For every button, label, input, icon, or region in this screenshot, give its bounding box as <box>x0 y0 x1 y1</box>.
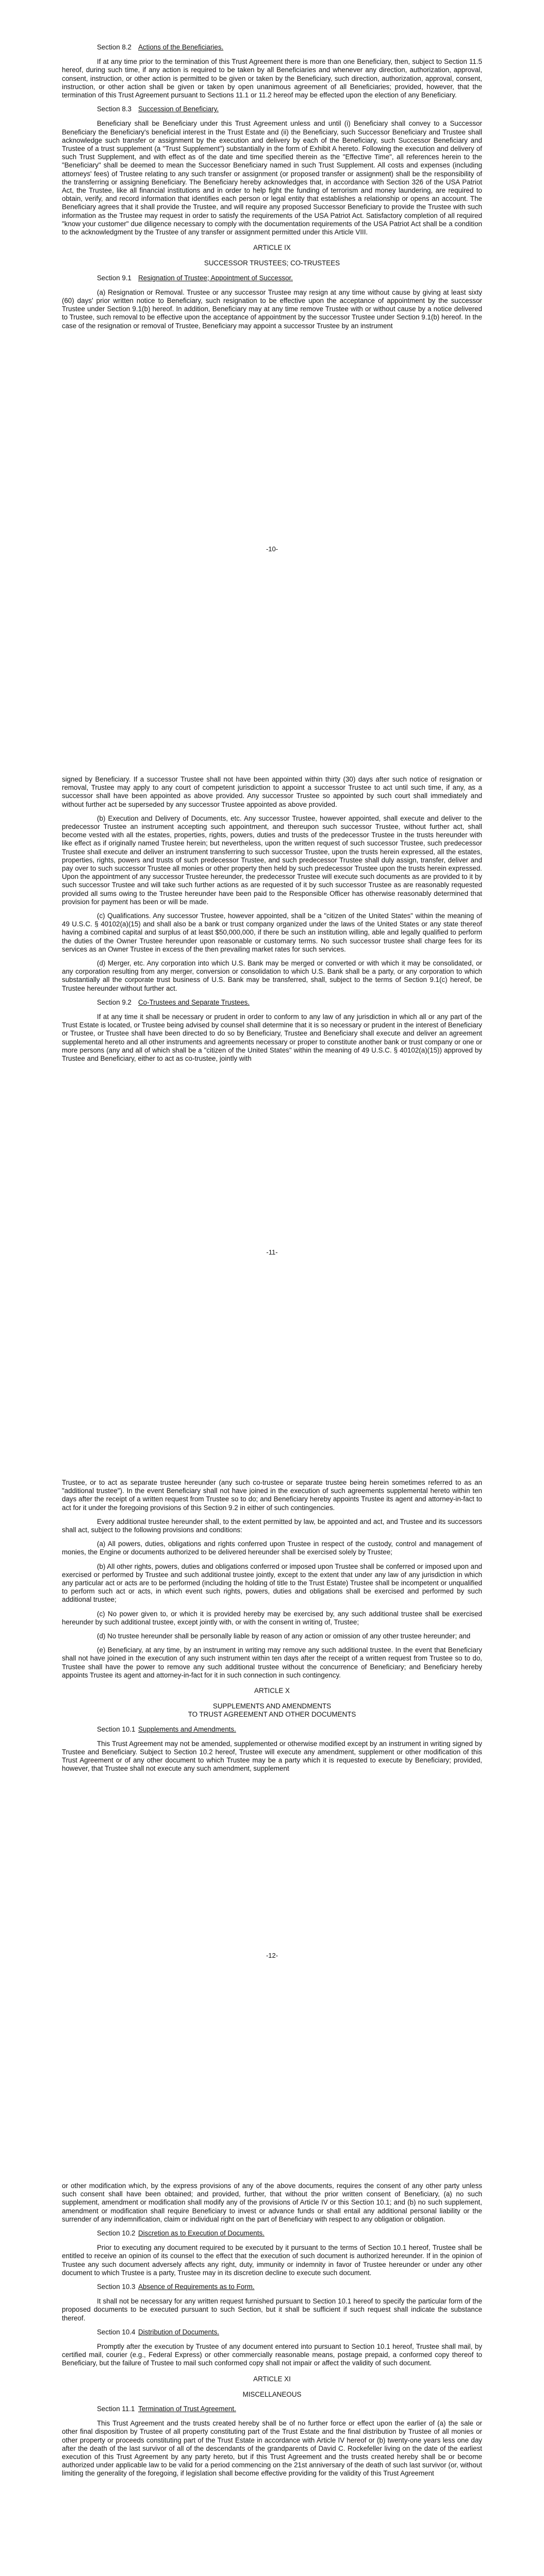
paragraph: Every additional trustee hereunder shall, to the extent permitted by law, be appointed and act, and Trustee and its successors shall act, subject to the following provisions and conditions: <box>62 1517 482 1534</box>
paragraph: Beneficiary shall be Beneficiary under this Trust Agreement unless and until (i) Beneficiary shall convey to a Successor Beneficiary the Beneficiary's beneficial interest in the Trust Estate and (ii) the Beneficiary, such Successor Beneficiary and Trustee shall acknowledge such transfer or assignment by the execution and delivery by each of the Beneficiary, such Successor Beneficiary and Trustee of a trust supplement (a "Trust Supplement") substantially in the form of Exhibit A hereto. Following the execution and delivery of such Trust Supplement, and with effect as of the date and time specified therein as the "Effective Time", all references herein to the "Beneficiary" shall be deemed to mean the Successor Beneficiary named in such Trust Supplement. All costs and expenses (including attorneys' fees) of Trustee relating to any such transfer or assignment (or proposed transfer or assignment) shall be the responsibility of the transferring or assigning Beneficiary. The Beneficiary hereby acknowledges that, in accordance with Section 326 of the USA Patriot Act, the Trustee, like all financial institutions and in order to help fight the funding of terrorism and money laundering, are required to obtain, verify, and record information that identifies each person or legal entity that establishes a relationship or opens an account. The Beneficiary agrees that it shall provide the Trustee, and will require any proposed Successor Beneficiary to provide the Trustee with such information as the Trustee may request in order to satisfy the requirements of the USA Patriot Act. Satisfactory completion of all required "know your customer" due diligence necessary to comply with the documentation requirements of the USA Patriot Act shall be a condition to the acknowledgment by the Trustee of any transfer or assignment permitted under this Article VIII. <box>62 120 482 236</box>
section-heading <box>62 2229 482 2238</box>
section-number: Section 10.2 <box>97 2229 136 2238</box>
section-number: Section 10.3 <box>97 2283 136 2291</box>
paragraph: This Trust Agreement and the trusts created hereby shall be of no further force or effect upon the earlier of (a) the sale or other final disposition by Trustee of all property constituting part of the Trust Estate and the final distribution by Trustee of all monies or other property or proceeds constituting part of the Trust Estate in accordance with Article IV hereof or (b) twenty-one years less one day after the death of the last survivor of all of the descendants of the grandparents of David C. Rockefeller living on the date of the earliest execution of this Trust Agreement by any party hereto, but if this Trust Agreement and the trusts created hereby shall be or become authorized under applicable law to be valid for a period commencing on the 21st anniversary of the death of such last survivor (or, without limiting the generality of the foregoing, if legislation shall become effective providing for the validity of this Trust Agreement <box>62 2419 482 2478</box>
paragraph: (e) Beneficiary, at any time, by an instrument in writing may remove any such additional trustee. In the event that Beneficiary shall not have joined in the execution of any such instrument within ten days after the receipt of a written request from Trustee so to do, Trustee shall have the power to remove any such additional trustee without the concurrence of Beneficiary; and Beneficiary hereby appoints Trustee its agent and attorney-in-fact for it in such connection in such contingency. <box>62 1646 482 1679</box>
paragraph: (c) No power given to, or which it is provided hereby may be exercised by, any such additional trustee shall be exercised hereunder by such additional trustee, except jointly with, or with the consent in writing of, Trustee; <box>62 1609 482 1626</box>
section-number: Section 9.2 <box>97 998 131 1006</box>
section-title: Actions of the Beneficiaries. <box>138 43 224 51</box>
section-title: Distribution of Documents. <box>138 2328 220 2336</box>
paragraph: (a) All powers, duties, obligations and rights conferred upon Trustee in respect of the custody, control and management of monies, the Engine or documents authorized to be delivered hereunder shall be exercised solely by Trustee; <box>62 1540 482 1556</box>
paragraph: (d) Merger, etc. Any corporation into which U.S. Bank may be merged or converted or with which it may be consolidated, or any corporation resulting from any merger, conversion or consolidation to which U.S. Bank shall be a party, or any corporation to which substantially all the corporate trust business of U.S. Bank may be transferred, shall, subject to the terms of Section 9.1(c) hereof, be Trustee hereunder without further act. <box>62 959 482 992</box>
article-title: SUCCESSOR TRUSTEES; CO-TRUSTEES <box>204 259 340 267</box>
paragraph: (b) All other rights, powers, duties and obligations conferred or imposed upon Trustee shall be conferred or imposed upon and exercised or performed by Trustee and such additional trustee jointly, except to the extent that under any law of any jurisdiction in which any particular act or acts are to be performed (including the holding of title to the Trust Estate) Trustee shall be incompetent or unqualified to perform such act or acts, in which event such rights, powers, duties and obligations shall be exercised and performed by such additional trustee; <box>62 1562 482 1604</box>
paragraph: This Trust Agreement may not be amended, supplemented or otherwise modified except by an instrument in writing signed by Trustee and Beneficiary. Subject to Section 10.2 hereof, Trustee will execute any amendment, supplement or other modification of this Trust Agreement or of any other document to which Trustee may be a party which it is requested to execute by Beneficiary; provided, however, that Trustee shall not execute any such amendment, supplement <box>62 1739 482 1773</box>
paragraph: It shall not be necessary for any written request furnished pursuant to Section 10.1 hereof to specify the particular form of the proposed documents to be executed pursuant to such Section, but it shall be sufficient if such request shall indicate the substance thereof. <box>62 2297 482 2322</box>
section-number: Section 11.1 <box>97 2405 135 2413</box>
article-heading: ARTICLE XI <box>253 2375 291 2383</box>
article-title: MISCELLANEOUS <box>242 2390 302 2398</box>
section-heading <box>62 2328 482 2336</box>
section-number: Section 9.1 <box>97 274 131 282</box>
article-title: SUPPLEMENTS AND AMENDMENTS <box>212 1702 332 1710</box>
section-number: Section 8.2 <box>97 43 131 51</box>
section-heading <box>62 1725 482 1734</box>
section-number: Section 10.4 <box>97 2328 136 2336</box>
section-number: Section 8.3 <box>97 105 131 113</box>
paragraph: Prior to executing any document required to be executed by it pursuant to the terms of Section 10.1 hereof, Trustee shall be entitled to receive an opinion of its counsel to the effect that the execution of such document is authorized hereunder. If in the opinion of Trustee any such document adversely affects any right, duty, immunity or indemnity in favor of Trustee hereunder or under any other document to which Trustee is a party, Trustee may in its discretion decline to execute such document. <box>62 2244 482 2277</box>
section-heading <box>62 274 482 282</box>
section-title: Supplements and Amendments. <box>138 1725 236 1733</box>
section-heading <box>62 105 482 113</box>
section-heading <box>62 43 482 52</box>
paragraph: If at any time prior to the termination of this Trust Agreement there is more than one Beneficiary, then, subject to Section 11.5 hereof, during such time, if any action is required to be taken by all Beneficiaries and whenever any direction, authorization, approval, consent, instruction, or other action is permitted to be given or taken by the Beneficiary, such direction, authorization, approval, consent, instruction, or other action shall be given or taken by open unanimous agreement of all Beneficiaries; provided, however, that the termination of this Trust Agreement pursuant to Sections 11.1 or 11.2 hereof may be effected upon the election of any Beneficiary. <box>62 58 482 99</box>
section-title: Co-Trustees and Separate Trustees. <box>138 998 250 1006</box>
section-title: Succession of Beneficiary. <box>138 105 219 113</box>
paragraph: (c) Qualifications. Any successor Trustee, however appointed, shall be a "citizen of the United States" within the meaning of 49 U.S.C. § 40102(a)(15) and shall also be a bank or trust company organized under the laws of the United States or any state thereof having a combined capital and surplus of at least $50,000,000, if there be such an institution willing, able and legally qualified to perform the duties of the Owner Trustee hereunder upon reasonable or customary terms. No such successor trustee shall charge fees for its services as an Owner Trustee in excess of the then prevailing market rates for such services. <box>62 912 482 953</box>
page-number: -10- <box>266 545 278 553</box>
paragraph: If at any time it shall be necessary or prudent in order to conform to any law of any jurisdiction in which all or any part of the Trust Estate is located, or Trustee being advised by counsel shall determine that it is so necessary or prudent in the interest of Beneficiary or Trustee, or Trustee shall have been directed to do so by Beneficiary, Trustee and Beneficiary shall execute and deliver an agreement supplemental hereto and all other instruments and agreements necessary or proper to constitute another bank or trust company or one or more persons (any and all of which shall be a "citizen of the United States" within the meaning of 49 U.S.C. § 40102(a)(15)) approved by Trustee and Beneficiary, either to act as co-trustee, jointly with <box>62 1013 482 1063</box>
article-title: TO TRUST AGREEMENT AND OTHER DOCUMENTS <box>188 1710 356 1719</box>
section-title: Discretion as to Execution of Documents. <box>138 2229 265 2238</box>
document-page <box>0 0 544 703</box>
page-number: -11- <box>266 1248 278 1256</box>
paragraph: (d) No trustee hereunder shall be personally liable by reason of any action or omission of any other trustee hereunder; and <box>97 1632 471 1640</box>
section-title: Termination of Trust Agreement. <box>138 2405 236 2413</box>
article-heading: ARTICLE IX <box>253 244 291 252</box>
document-page <box>0 1406 544 2110</box>
section-heading <box>62 2283 482 2291</box>
paragraph: (a) Resignation or Removal. Trustee or any successor Trustee may resign at any time without cause by giving at least sixty (60) days' prior written notice to Beneficiary, such resignation to be effective upon the acceptance of appointment by the successor Trustee under Section 9.1(b) hereof. In addition, Beneficiary may at any time remove Trustee with or without cause by a notice delivered to Trustee, such removal to be effective upon the acceptance of appointment by the successor Trustee under Section 9.1(b) hereof. In the case of the resignation or removal of Trustee, Beneficiary may appoint a successor Trustee by an instrument <box>62 288 482 330</box>
paragraph: (b) Execution and Delivery of Documents, etc. Any successor Trustee, however appointed, shall execute and deliver to the predecessor Trustee an instrument accepting such appointment, and thereupon such successor Trustee, without further act, shall become vested with all the estates, properties, rights, powers, duties and trusts of the predecessor Trustee in the trusts hereunder with like effect as if originally named Trustee herein; but nevertheless, upon the written request of such successor Trustee, such predecessor Trustee shall execute and deliver an instrument transferring to such successor Trustee, upon the trusts herein expressed, all the estates, properties, rights, powers and trusts of such predecessor Trustee, and such predecessor Trustee shall duly assign, transfer, deliver and pay over to such successor Trustee all monies or other property then held by such predecessor Trustee upon the trusts herein expressed. Upon the appointment of any successor Trustee hereunder, the predecessor Trustee will execute such documents as are provided to it by such successor Trustee and will take such further actions as are requested of it by such successor Trustee as are reasonably requested provided all sums owing to the Trustee hereunder have been paid to the Responsible Officer has otherwise reasonably determined that provision for payment has been or will be made. <box>62 814 482 906</box>
section-heading <box>62 2405 482 2413</box>
section-heading <box>62 998 482 1007</box>
page-content <box>62 1479 482 1779</box>
paragraph: signed by Beneficiary. If a successor Trustee shall not have been appointed within thirty (30) days after such notice of resignation or removal, Trustee may apply to any court of competent jurisdiction to appoint a successor Trustee to act until such time, if any, as a successor shall have been appointed as above provided. Any successor Trustee so appointed by such court shall immediately and without further act be superseded by any successor Trustee appointed as above provided. <box>62 775 482 808</box>
section-title: Absence of Requirements as to Form. <box>138 2283 255 2291</box>
paragraph: or other modification which, by the express provisions of any of the above documents, requires the consent of any other party unless such consent shall have been obtained; and provided, further, that without the prior written consent of Beneficiary, (a) no such supplement, amendment or modification shall modify any of the provisions of Article IV or this Section 10.1; and (b) no such supplement, amendment or modification shall require Beneficiary to invest or advance funds or shall entail any additional personal liability or the surrender of any indemnification, claim or individual right on the part of Beneficiary with respect to any obligation or obligation. <box>62 2182 482 2223</box>
page-content <box>62 775 482 1069</box>
paragraph: Trustee, or to act as separate trustee hereunder (any such co-trustee or separate trustee being herein sometimes referred to as an "additional trustee"). In the event Beneficiary shall not have joined in the execution of such agreements supplemental hereto within ten days after the receipt of a written request from Trustee so to do; and Beneficiary hereby appoints Trustee its agent and attorney-in-fact to act for it under the foregoing provisions of this Section 9.2 in either of such contingencies. <box>62 1479 482 1512</box>
page-number: -12- <box>266 1952 278 1959</box>
page-content <box>62 43 482 336</box>
document-page <box>0 703 544 1406</box>
section-number: Section 10.1 <box>97 1725 136 1733</box>
paragraph: Promptly after the execution by Trustee of any document entered into pursuant to Section 10.1 hereof, Trustee shall mail, by certified mail, courier (e.g., Federal Express) or other commercially reasonable means, postage prepaid, a conformed copy thereof to Beneficiary, but the failure of Trustee to mail such conformed copy shall not impair or affect the validity of such document. <box>62 2343 482 2367</box>
document-page <box>0 2110 544 2576</box>
page-content <box>62 2182 482 2484</box>
section-title: Resignation of Trustee; Appointment of Successor. <box>138 274 293 282</box>
article-heading: ARTICLE X <box>254 1687 290 1695</box>
